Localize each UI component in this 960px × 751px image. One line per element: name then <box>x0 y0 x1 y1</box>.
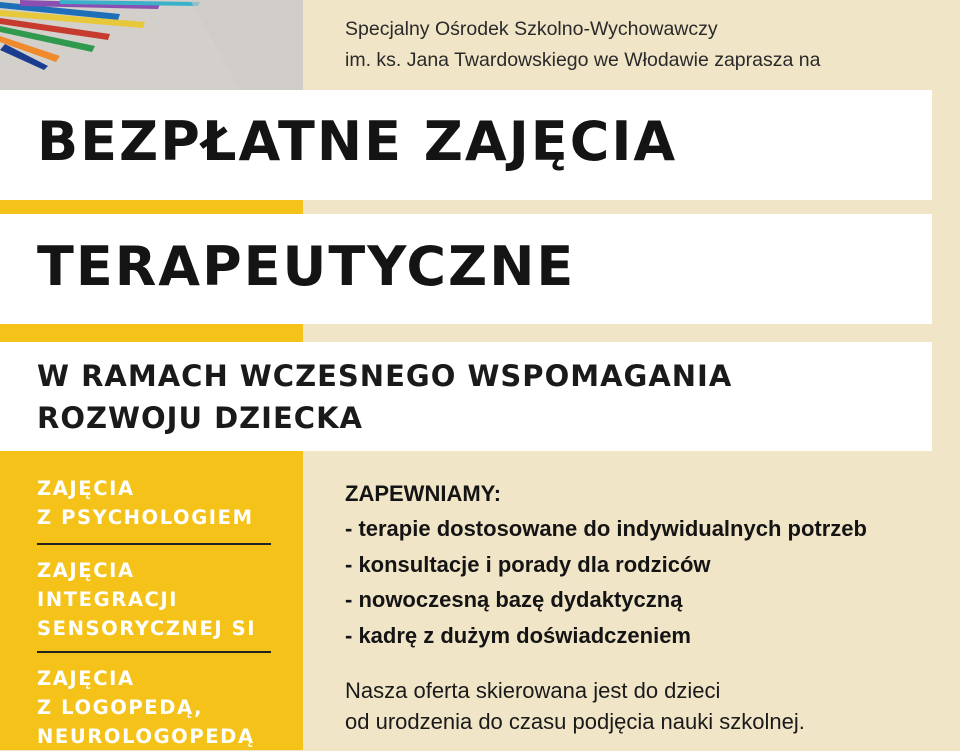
service-line: ZAJĘCIA <box>37 559 135 582</box>
divider <box>37 543 271 545</box>
service-psychologist <box>37 474 254 532</box>
offer-item: - nowoczesną bazę dydaktyczną <box>345 587 683 612</box>
subtitle <box>37 355 897 439</box>
service-line: SENSORYCZNEJ SI <box>37 617 257 640</box>
invitation-line: im. ks. Jana Twardowskiego we Włodawie zaprasza na <box>345 49 821 71</box>
main-title-line1: BEZPŁATNE ZAJĘCIA <box>37 110 678 173</box>
offer-item: - konsultacje i porady dla rodziców <box>345 551 711 577</box>
service-line: INTEGRACJI <box>37 588 179 611</box>
service-line: NEUROLOGOPEDĄ <box>37 725 255 748</box>
target-audience-paragraph <box>345 675 945 737</box>
offer-section <box>345 476 945 653</box>
subtitle-line1: W RAMACH WCZESNEGO WSPOMAGANIA <box>37 359 733 393</box>
crayons-photo <box>0 0 303 90</box>
service-sensory-integration <box>37 556 256 643</box>
service-line: Z PSYCHOLOGIEM <box>37 506 254 529</box>
service-line: Z LOGOPEDĄ, <box>37 696 204 719</box>
crayons-image <box>0 0 303 90</box>
school-intro <box>345 14 945 76</box>
subtitle-line2: ROZWOJU DZIECKA <box>37 401 363 435</box>
school-name-line: Specjalny Ośrodek Szkolno-Wychowawczy <box>345 18 718 40</box>
paragraph-line: Nasza oferta skierowana jest do dzieci <box>345 678 721 703</box>
main-title-line2: TERAPEUTYCZNE <box>37 235 576 298</box>
service-line: ZAJĘCIA <box>37 477 135 500</box>
offer-heading: ZAPEWNIAMY: <box>345 481 502 506</box>
service-line: ZAJĘCIA <box>37 667 135 690</box>
offer-item: - terapie dostosowane do indywidualnych potrzeb <box>345 516 867 541</box>
divider <box>37 651 271 653</box>
paragraph-line: od urodzenia do czasu podjęcia nauki szkolnej. <box>345 709 805 734</box>
offer-item: - kadrę z dużym doświadczeniem <box>345 622 691 648</box>
service-speech-therapist <box>37 664 255 751</box>
